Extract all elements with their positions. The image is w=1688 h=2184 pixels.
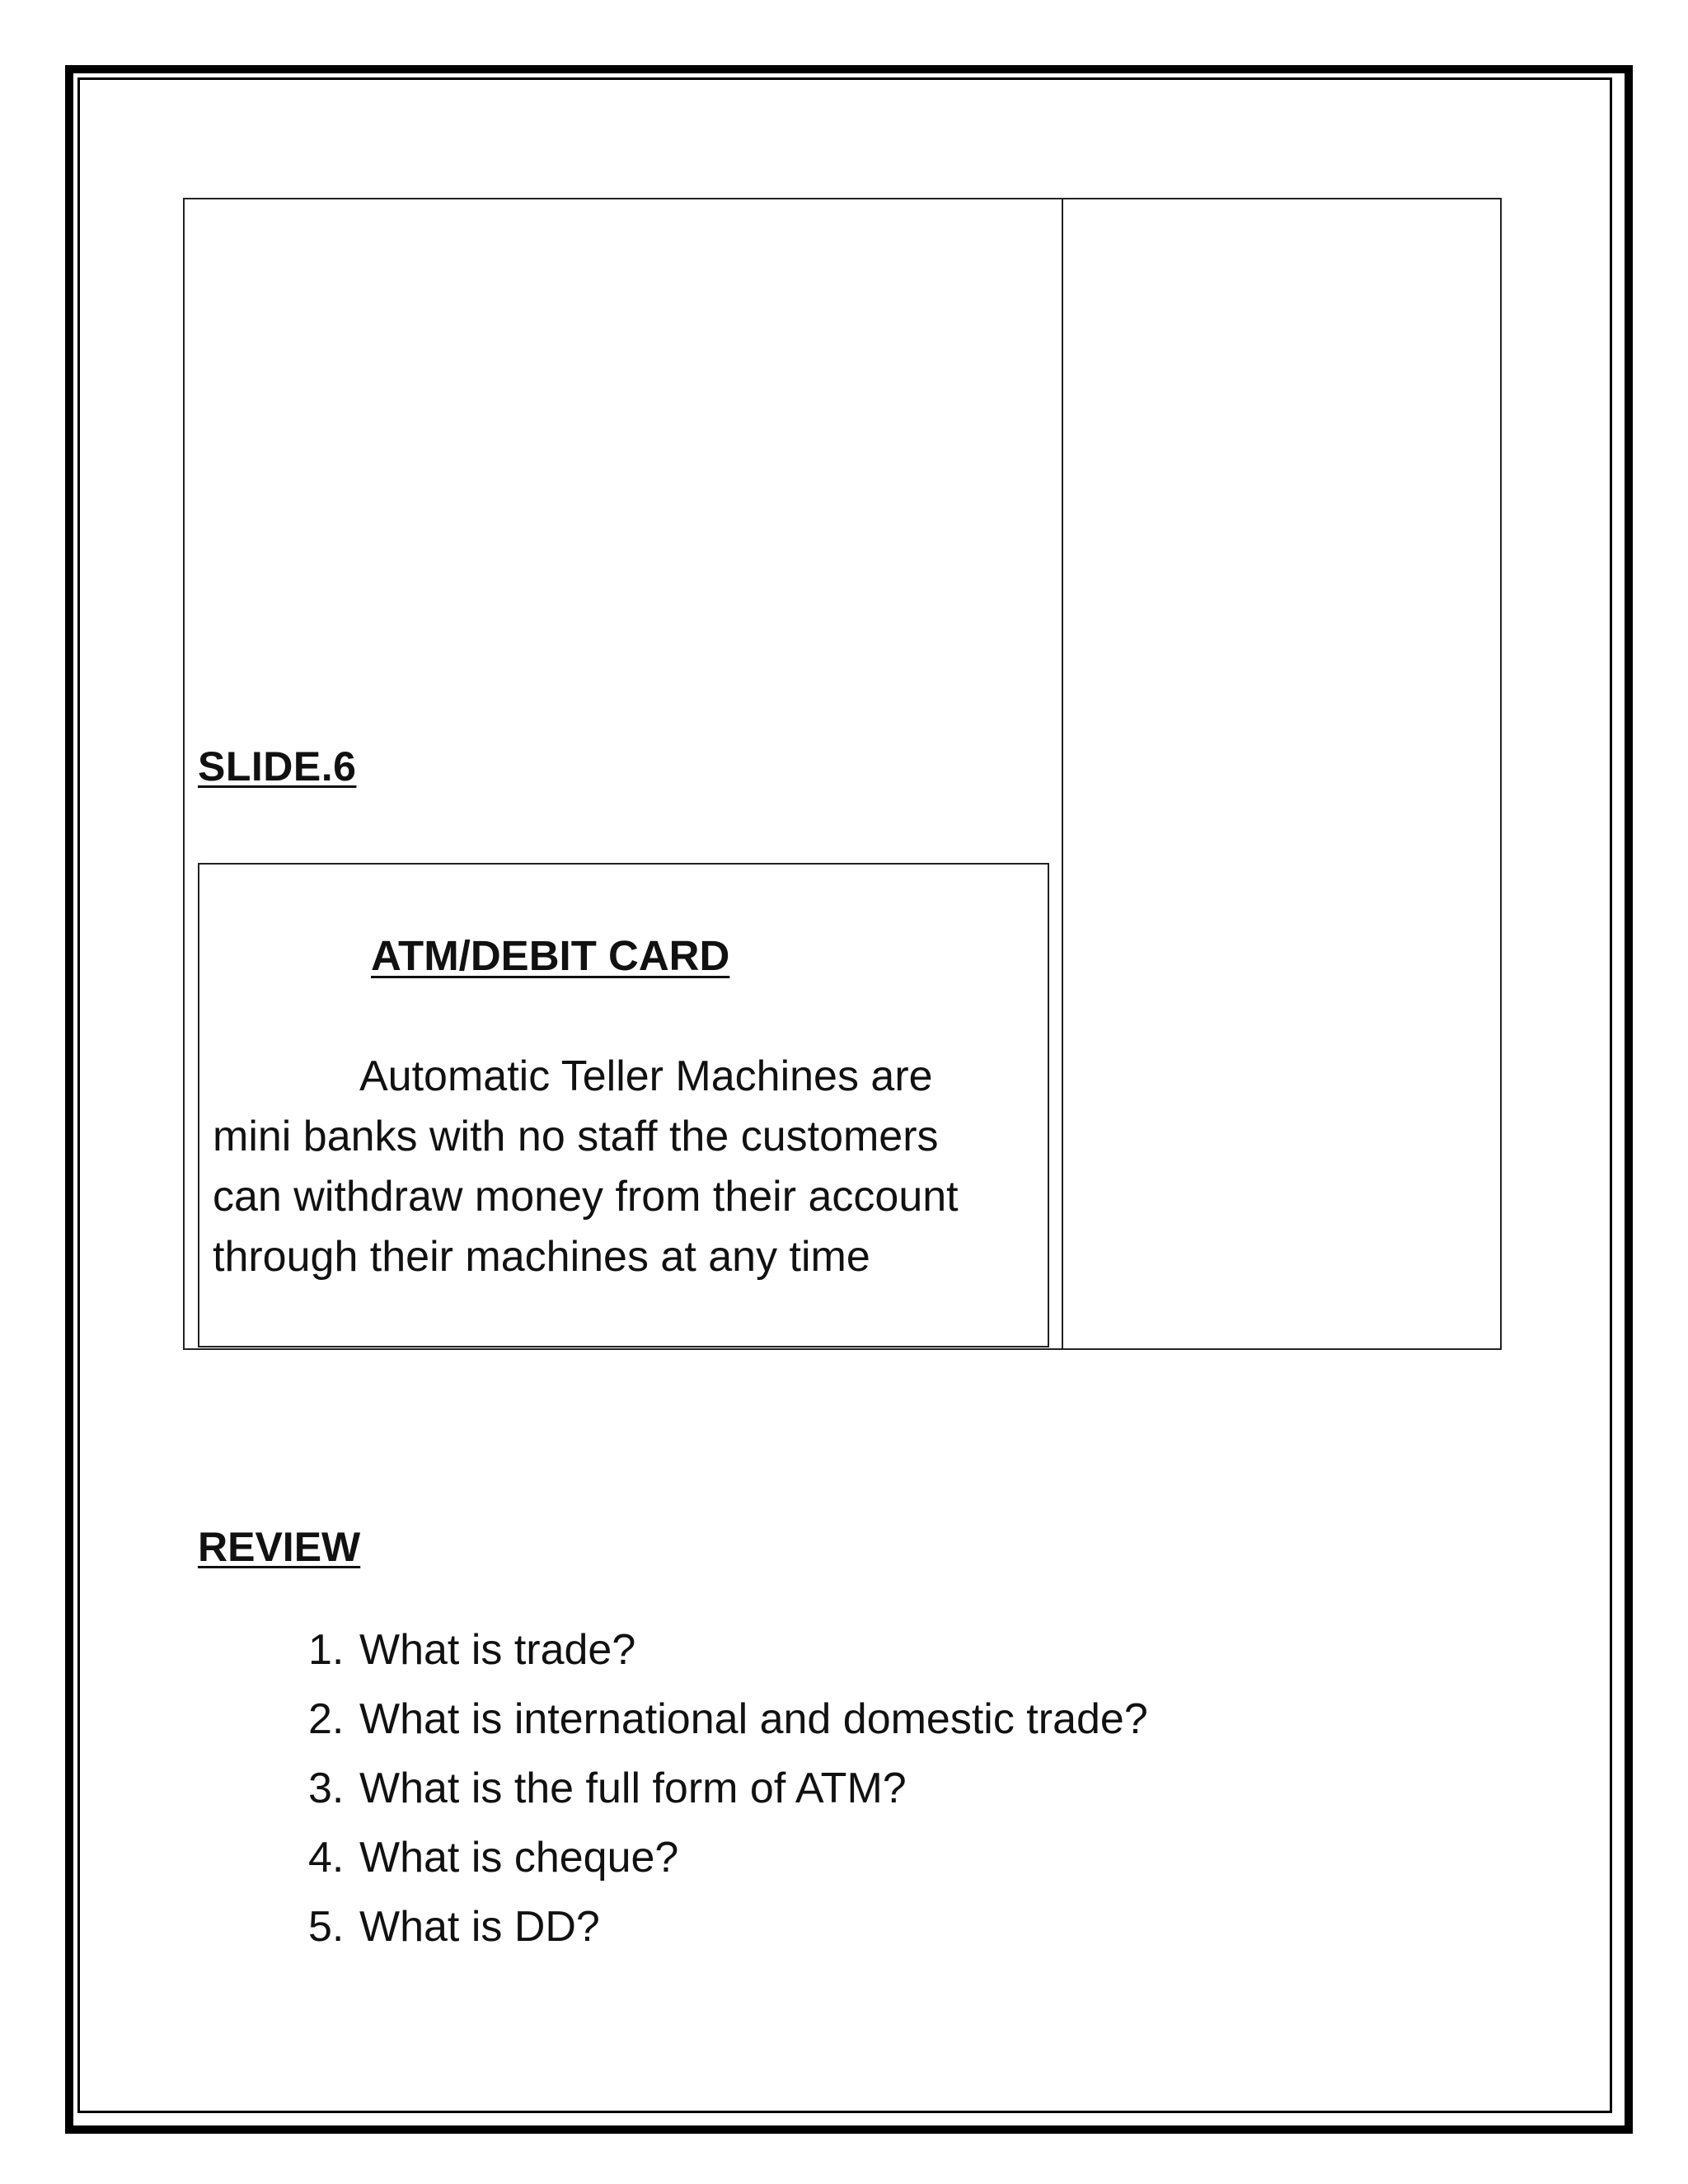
question-number: 1. bbox=[308, 1626, 345, 1674]
card-title: ATM/DEBIT CARD bbox=[371, 932, 730, 979]
question-text: What is trade? bbox=[359, 1626, 636, 1674]
question-text: What is the full form of ATM? bbox=[359, 1765, 907, 1812]
review-question bbox=[308, 1615, 1148, 1685]
question-text: What is cheque? bbox=[359, 1834, 679, 1882]
question-text: What is DD? bbox=[359, 1903, 600, 1951]
review-question bbox=[308, 1892, 1148, 1961]
review-question-list bbox=[308, 1615, 1148, 1961]
question-number: 2. bbox=[308, 1695, 345, 1743]
question-text: What is international and domestic trade? bbox=[359, 1695, 1148, 1743]
review-title: REVIEW bbox=[198, 1524, 361, 1570]
card-body-line: mini banks with no staff the customers bbox=[213, 1113, 939, 1160]
question-number: 4. bbox=[308, 1834, 345, 1882]
card-body-line: can withdraw money from their account bbox=[213, 1173, 959, 1221]
card-body-line: through their machines at any time bbox=[213, 1233, 870, 1281]
review-question bbox=[308, 1754, 1148, 1823]
card-body-line: Automatic Teller Machines are bbox=[359, 1052, 933, 1100]
question-number: 5. bbox=[308, 1903, 345, 1951]
table-column-divider bbox=[1062, 198, 1063, 1350]
review-question bbox=[308, 1823, 1148, 1892]
review-question bbox=[308, 1685, 1148, 1754]
card-body bbox=[213, 1047, 1045, 1287]
slide-label: SLIDE.6 bbox=[198, 743, 357, 790]
question-number: 3. bbox=[308, 1765, 345, 1812]
